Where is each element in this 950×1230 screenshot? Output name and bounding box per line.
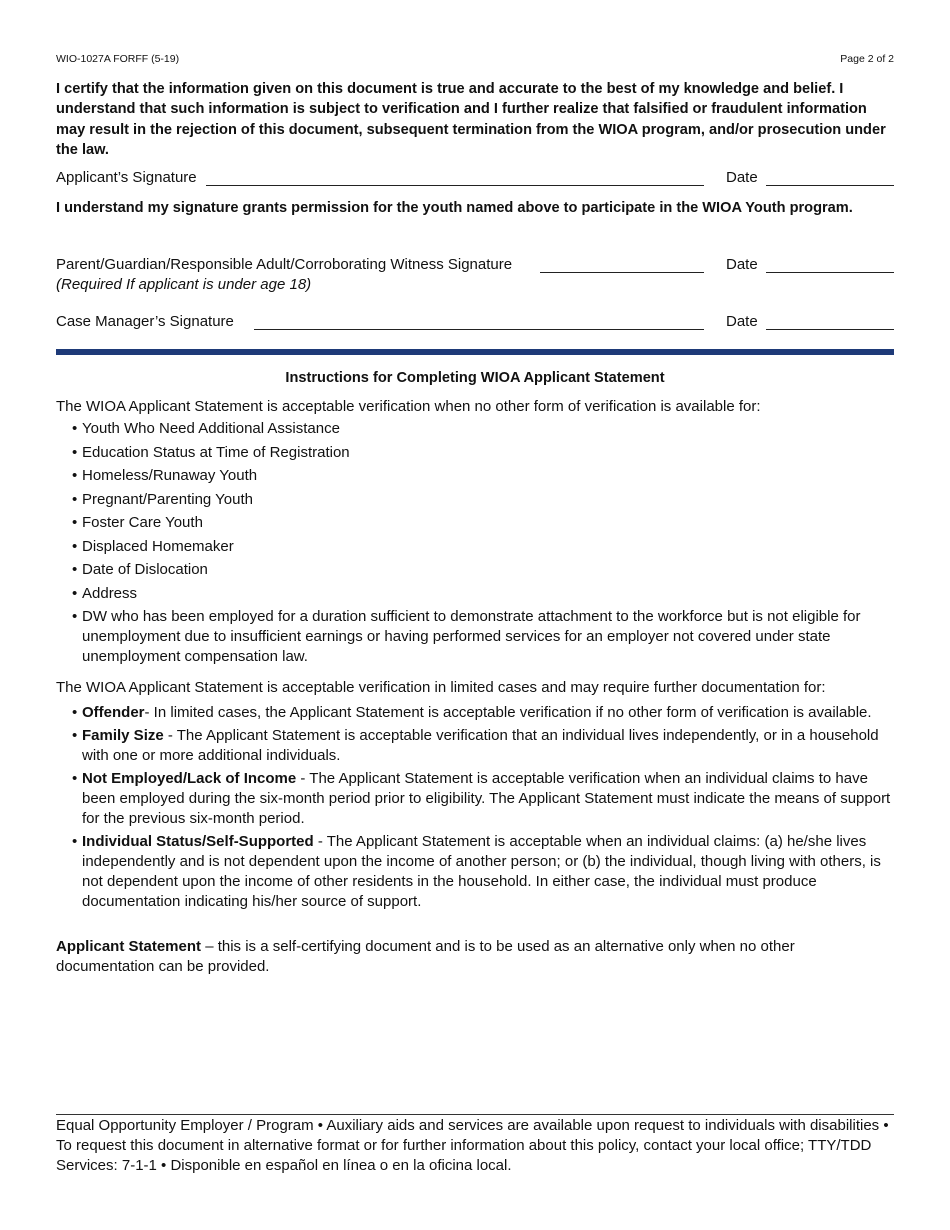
list-item-term: Not Employed/Lack of Income (82, 770, 297, 787)
applicant-signature-field[interactable] (206, 185, 704, 186)
case-manager-date-label: Date (726, 313, 758, 330)
list-item-text: - The Applicant Statement is acceptable when an individual claims: (a) he/she lives independently and is not dependent upon the income of another person; or (b) the individual, though living with others, is not dependent upon the income of other residents in the household. In either case, the individual must produce documentation indicating his/her source of support. (82, 833, 881, 910)
list-item: • Education Status at Time of Registration (72, 443, 894, 463)
limited-cases-list (72, 703, 894, 912)
section-divider (56, 349, 894, 355)
guardian-signature-row (56, 256, 894, 276)
page-number: Page 2 of 2 (840, 53, 894, 65)
list-item-text: - The Applicant Statement is acceptable verification that an individual lives independently, or in a household with one or more additional individuals. (82, 727, 879, 764)
list-item: • DW who has been employed for a duration sufficient to demonstrate attachment to the workforce but is not eligible for unemployment due to insufficient earnings or having performed services for an employer not covered under state unemployment compensation law. (72, 607, 894, 667)
list-item-term: Individual Status/Self-Supported (82, 833, 314, 850)
list-item: • Foster Care Youth (72, 513, 894, 533)
guardian-requirement-note: (Required If applicant is under age 18) (56, 276, 312, 293)
list-item: • Homeless/Runaway Youth (72, 466, 894, 486)
case-manager-signature-label: Case Manager’s Signature (56, 313, 234, 330)
list-item (72, 769, 894, 829)
list-item-term: Family Size (82, 727, 164, 744)
instructions-intro-2: The WIOA Applicant Statement is acceptable verification in limited cases and may require further documentation for: (56, 679, 826, 696)
list-item (72, 726, 894, 766)
page-footer: Equal Opportunity Employer / Program • Auxiliary aids and services are available upon request to individuals with disabilities • To request this document in alternative format or for further information about this policy, contact your local office; TTY/TDD Services: 7-1-1 • Disponible en español en línea o en la oficina local. (56, 1114, 894, 1177)
closing-term: Applicant Statement (56, 938, 202, 955)
instructions-title: Instructions for Completing WIOA Applicant Statement (285, 370, 665, 386)
guardian-date-field[interactable] (766, 272, 894, 273)
list-item: • Pregnant/Parenting Youth (72, 490, 894, 510)
instructions-intro-1: The WIOA Applicant Statement is acceptable verification when no other form of verification is available for: (56, 398, 761, 415)
list-item (72, 832, 894, 912)
permission-statement: I understand my signature grants permission for the youth named above to participate in the WIOA Youth program. (56, 200, 853, 216)
list-item: • Address (72, 584, 894, 604)
form-id: WIO-1027A FORFF (5-19) (56, 53, 180, 65)
certification-statement: I certify that the information given on this document is true and accurate to the best of my knowledge and belief. I understand that such information is subject to verification and I further realize that falsified or fraudulent information may result in the rejection of this document, subsequent termination from the WIOA program, and/or prosecution under the law. (56, 81, 886, 159)
applicant-date-label: Date (726, 169, 758, 186)
list-item-text: - In limited cases, the Applicant Statement is acceptable verification if no other form of verification is available. (144, 704, 872, 721)
list-item-text: - The Applicant Statement is acceptable verification when an individual claims to have been employed during the six-month period prior to eligibility. The Applicant Statement must indicate the means of support for the previous six-month period. (82, 770, 891, 827)
list-item: • Date of Dislocation (72, 560, 894, 580)
closing-statement (56, 937, 896, 977)
guardian-date-label: Date (726, 256, 758, 273)
case-manager-signature-row (56, 313, 894, 333)
case-manager-signature-field[interactable] (254, 329, 704, 330)
applicant-date-field[interactable] (766, 185, 894, 186)
list-item-term: Offender (82, 704, 145, 721)
case-manager-date-field[interactable] (766, 329, 894, 330)
page-header (56, 53, 894, 65)
closing-text: – this is a self-certifying document and is to be used as an alternative only when no other documentation can be provided. (56, 938, 795, 975)
guardian-signature-field[interactable] (540, 272, 704, 273)
list-item: • Displaced Homemaker (72, 537, 894, 557)
applicant-signature-row (56, 169, 894, 189)
guardian-signature-label: Parent/Guardian/Responsible Adult/Corroborating Witness Signature (56, 256, 513, 273)
list-item (72, 703, 894, 723)
verification-list (72, 419, 894, 667)
applicant-signature-label: Applicant’s Signature (56, 169, 197, 186)
list-item: • Youth Who Need Additional Assistance (72, 419, 894, 439)
